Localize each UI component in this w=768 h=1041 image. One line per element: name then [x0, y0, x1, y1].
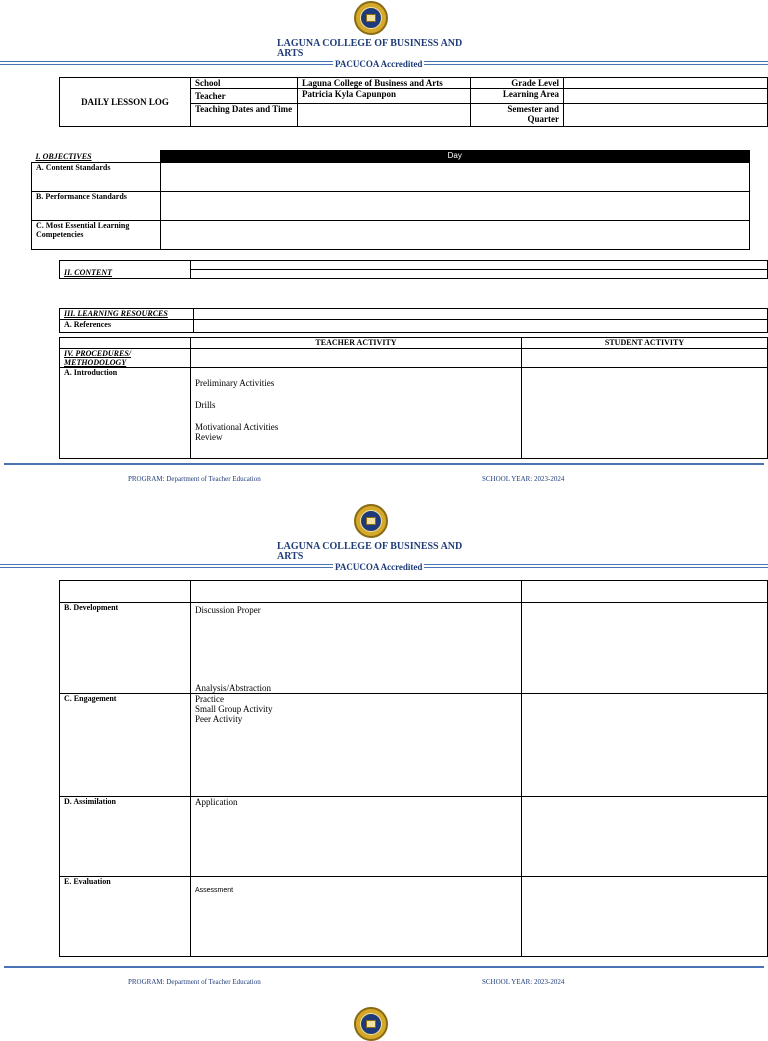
- engagement-student-cell: [522, 694, 768, 797]
- student-activity-header: STUDENT ACTIVITY: [522, 338, 768, 349]
- learning-resources-heading: III. LEARNING RESOURCES: [60, 309, 194, 320]
- list-item: Drills: [195, 400, 216, 410]
- lesson-log-info-table: [59, 77, 768, 127]
- references-value: [194, 320, 768, 333]
- teaching-dates-label: Teaching Dates and Time: [191, 104, 298, 127]
- development-teacher-cell: [191, 603, 522, 694]
- performance-standards-value: [160, 192, 750, 221]
- list-item: Motivational Activities: [195, 422, 279, 432]
- grade-level-value: [564, 78, 768, 89]
- teacher-value: Patricia Kyla Capunpon: [298, 89, 471, 104]
- objectives-heading: I. OBJECTIVES: [32, 151, 161, 163]
- lesson-log-title: DAILY LESSON LOG: [60, 78, 191, 127]
- list-item: Discussion Proper: [195, 605, 261, 615]
- learning-area-label: Learning Area: [471, 89, 564, 104]
- assimilation-student-cell: [522, 797, 768, 877]
- school-label: School: [191, 78, 298, 89]
- semester-value: [564, 104, 768, 127]
- competencies-value: [160, 221, 750, 250]
- competencies-label: C. Most Essential Learning Competencies: [32, 221, 161, 250]
- objectives-table: [31, 150, 750, 250]
- program-text: PROGRAM: Department of Teacher Education: [128, 978, 261, 986]
- teaching-dates-value: [298, 104, 471, 127]
- list-item: Analysis/Abstraction: [195, 683, 271, 693]
- learning-resources-table: [59, 308, 768, 333]
- introduction-teacher-cell: [191, 368, 522, 459]
- references-label: A. References: [60, 320, 194, 333]
- teacher-label: Teacher: [191, 89, 298, 104]
- procedures-heading: IV. PROCEDURES/ METHODOLOGY: [60, 349, 191, 368]
- learning-resources-value: [194, 309, 768, 320]
- content-standards-value: [160, 163, 750, 192]
- evaluation-teacher-cell: [191, 877, 522, 957]
- performance-standards-label: B. Performance Standards: [32, 192, 161, 221]
- introduction-student-cell: [522, 368, 768, 459]
- learning-area-value: [564, 89, 768, 104]
- accreditation-text: PACUCOA Accredited: [335, 562, 423, 572]
- list-item: Assessment: [195, 887, 234, 894]
- list-item: Practice: [195, 694, 224, 704]
- list-item: Application: [195, 797, 238, 807]
- semester-label: Semester and Quarter: [471, 104, 564, 127]
- procedures-table: [59, 337, 768, 459]
- content-value: [191, 261, 768, 270]
- college-seal-icon: [354, 1, 388, 35]
- school-value: Laguna College of Business and Arts: [298, 78, 471, 89]
- content-heading: II. CONTENT: [60, 261, 191, 279]
- school-year-text: SCHOOL YEAR: 2023-2024: [482, 475, 565, 483]
- assimilation-label: D. Assimilation: [60, 797, 191, 877]
- evaluation-label: E. Evaluation: [60, 877, 191, 957]
- content-standards-label: A. Content Standards: [32, 163, 161, 192]
- school-year-text: SCHOOL YEAR: 2023-2024: [482, 978, 565, 986]
- college-name: LAGUNA COLLEGE OF BUSINESS AND ARTS: [277, 541, 463, 562]
- introduction-label: A. Introduction: [60, 368, 191, 459]
- teacher-activity-header: TEACHER ACTIVITY: [191, 338, 522, 349]
- content-table: [59, 260, 768, 279]
- assimilation-teacher-cell: [191, 797, 522, 877]
- development-label: B. Development: [60, 603, 191, 694]
- content-value: [191, 270, 768, 279]
- college-seal-icon: [354, 1007, 388, 1041]
- procedures-table-continued: [59, 580, 768, 957]
- list-item: Preliminary Activities: [195, 378, 275, 388]
- engagement-teacher-cell: [191, 694, 522, 797]
- list-item: Review: [195, 432, 223, 442]
- program-text: PROGRAM: Department of Teacher Education: [128, 475, 261, 483]
- grade-level-label: Grade Level: [471, 78, 564, 89]
- list-item: Small Group Activity: [195, 704, 273, 714]
- day-header: Day: [160, 151, 750, 163]
- footer-rule: [4, 463, 764, 465]
- footer-rule: [4, 966, 764, 968]
- list-item: Peer Activity: [195, 714, 243, 724]
- college-name: LAGUNA COLLEGE OF BUSINESS AND ARTS: [277, 38, 463, 59]
- engagement-label: C. Engagement: [60, 694, 191, 797]
- development-student-cell: [522, 603, 768, 694]
- accreditation-text: PACUCOA Accredited: [335, 59, 423, 69]
- college-seal-icon: [354, 504, 388, 538]
- evaluation-student-cell: [522, 877, 768, 957]
